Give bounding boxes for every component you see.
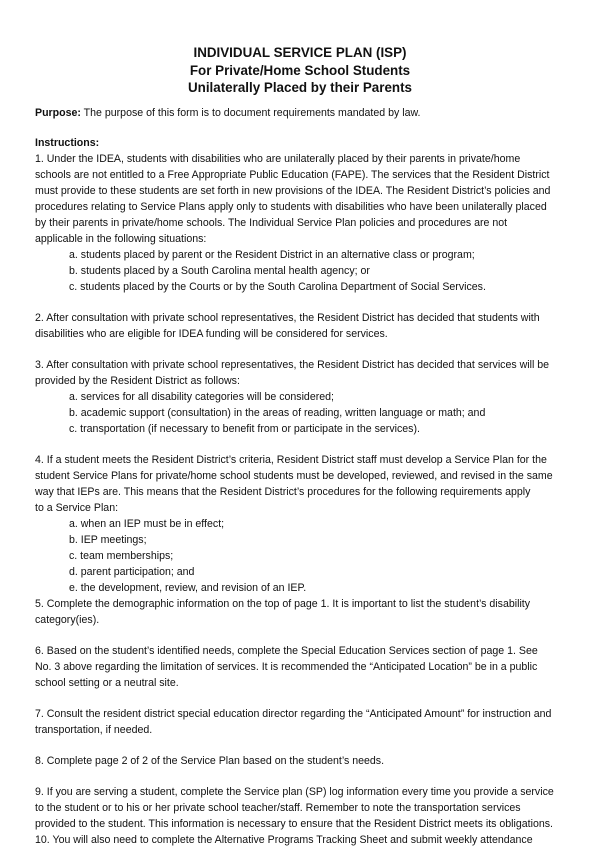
sub-item: a. services for all disability categories will be considered; [69, 391, 334, 403]
instruction-item-10 [35, 832, 580, 848]
text-line: way that IEPs are. This means that the Resident District’s procedures for the following requirements apply [35, 486, 531, 498]
text-line: 5. Complete the demographic information on the top of page 1. It is important to list the student’s disability [35, 598, 531, 610]
sub-item: c. transportation (if necessary to benefit from or participate in the services). [69, 423, 420, 435]
text-line: 4. If a student meets the Resident District’s criteria, Resident District staff must develop a Service Plan for the [35, 454, 547, 466]
instruction-item-8 [35, 753, 580, 769]
text-line: to a Service Plan: [35, 502, 119, 514]
instruction-item-2 [35, 310, 580, 342]
instruction-item-3 [35, 357, 580, 437]
text-line: 3. After consultation with private school representatives, the Resident District has decided that services will be [35, 359, 550, 371]
text-line: by their parents in private/home schools. The Individual Service Plan policies and procedures are not [35, 217, 508, 229]
instruction-item-5 [35, 596, 580, 628]
sub-item: a. when an IEP must be in effect; [69, 518, 225, 530]
instruction-item-4 [35, 452, 580, 596]
document-body [35, 105, 580, 848]
text-line: 7. Consult the resident district special education director regarding the “Anticipated Amount” for instruction and [35, 708, 552, 720]
text-line: school setting or a neutral site. [35, 677, 179, 689]
title-block [0, 44, 600, 97]
text-line: 9. If you are serving a student, complete the Service plan (SP) log information every time you provide a service [35, 786, 554, 798]
text-line: applicable in the following situations: [35, 233, 207, 245]
text-line: disabilities who are eligible for IDEA funding will be considered for services. [35, 328, 388, 340]
instruction-item-7 [35, 706, 580, 738]
text-line: provided by the Resident District as follows: [35, 375, 240, 387]
instructions-heading: Instructions: [35, 137, 100, 149]
text-line: 6. Based on the student’s identified needs, complete the Special Education Services section of page 1. See [35, 645, 538, 657]
purpose-label: Purpose: [35, 107, 81, 119]
instruction-item-6 [35, 643, 580, 691]
sub-item: e. the development, review, and revision of an IEP. [69, 582, 307, 594]
text-line: to the student or to his or her private school teacher/staff. Remember to note the transportation services [35, 802, 521, 814]
purpose-paragraph [35, 105, 580, 121]
doc-subtitle-2: Unilaterally Placed by their Parents [187, 80, 412, 95]
text-line: student Service Plans for private/home school students must be developed, reviewed, and revised in the same [35, 470, 553, 482]
sub-item: d. parent participation; and [69, 566, 195, 578]
text-line: procedures relating to Service Plans apply only to students with disabilities who have been unilaterally placed [35, 201, 547, 213]
text-line: provided to the student. This information is necessary to ensure that the Resident District meets its obligations. [35, 818, 553, 830]
doc-subtitle: For Private/Home School Students [189, 62, 411, 78]
text-line: must provide to these students are set forth in new provisions of the IDEA. The Resident District’s policies and [35, 185, 551, 197]
text-line: No. 3 above regarding the limitation of services. It is recommended the “Anticipated Location” be in a public [35, 661, 538, 673]
sub-item: b. academic support (consultation) in the areas of reading, written language or math; and [69, 407, 486, 419]
text-line: 1. Under the IDEA, students with disabilities who are unilaterally placed by their parents in private/home [35, 153, 521, 165]
text-line: 10. You will also need to complete the Alternative Programs Tracking Sheet and submit weekly attendance [35, 834, 533, 846]
text-line: schools are not entitled to a Free Appropriate Public Education (FAPE). The services that the Resident District [35, 169, 550, 181]
sub-item: b. IEP meetings; [69, 534, 147, 546]
sub-item: a. students placed by parent or the Resident District in an alternative class or program; [69, 249, 475, 261]
doc-title: INDIVIDUAL SERVICE PLAN (ISP) [193, 45, 407, 60]
text-line: 8. Complete page 2 of 2 of the Service Plan based on the student’s needs. [35, 755, 385, 767]
instruction-item-1 [35, 151, 580, 295]
sub-item: b. students placed by a South Carolina mental health agency; or [69, 265, 370, 277]
text-line: 2. After consultation with private school representatives, the Resident District has decided that students with [35, 312, 540, 324]
purpose-text: The purpose of this form is to document requirements mandated by law. [80, 107, 421, 119]
sub-item: c. team memberships; [69, 550, 174, 562]
sub-item: c. students placed by the Courts or by the South Carolina Department of Social Services. [69, 281, 486, 293]
text-line: category(ies). [35, 614, 100, 626]
instruction-item-9 [35, 784, 580, 832]
text-line: transportation, if needed. [35, 724, 153, 736]
